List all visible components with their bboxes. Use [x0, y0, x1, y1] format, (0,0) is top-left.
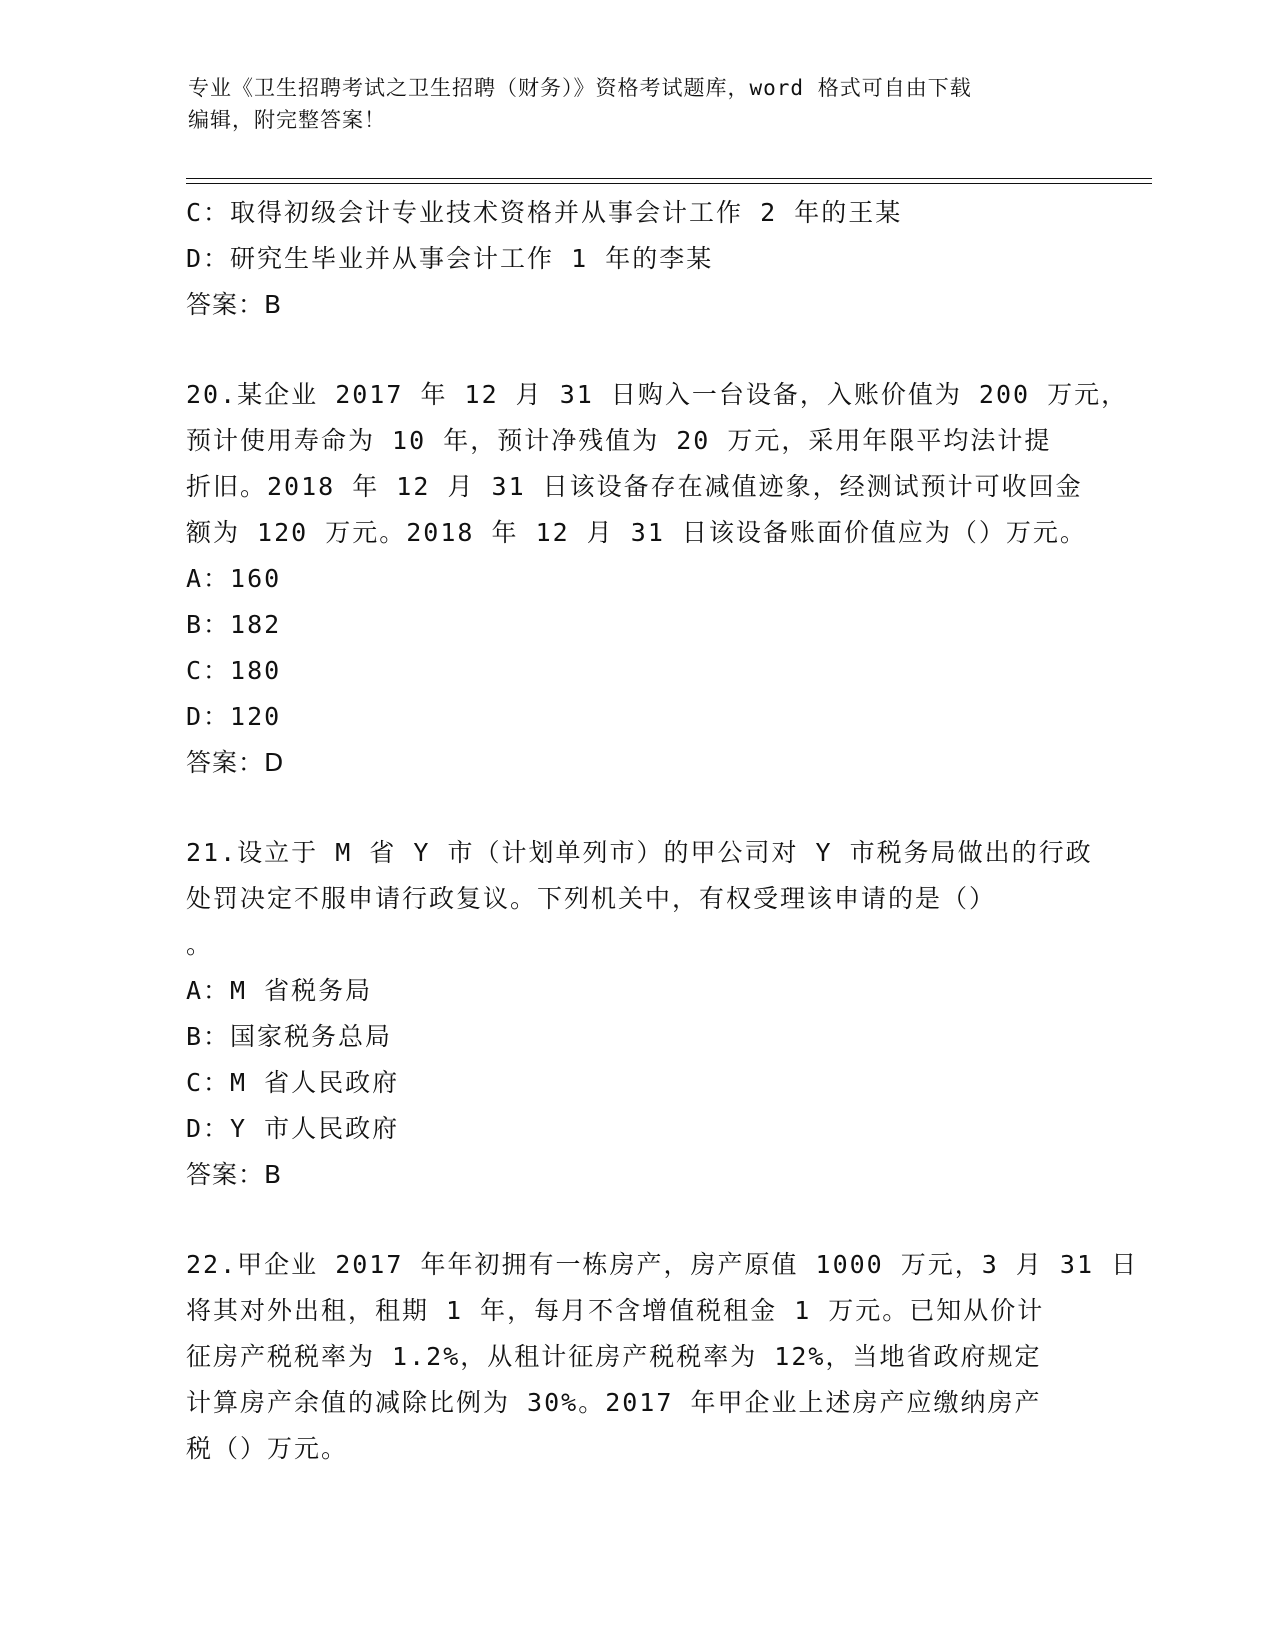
question-line: 处罚决定不服申请行政复议。下列机关中，有权受理该申请的是（） — [186, 884, 997, 913]
option-a: A：160 — [186, 564, 282, 593]
question-line: 折旧。2018 年 12 月 31 日该设备存在减值迹象，经测试预计可收回金 — [186, 472, 1083, 501]
header-rule-bottom — [186, 183, 1152, 184]
document-body — [186, 190, 1139, 1472]
option-c: C：M 省人民政府 — [186, 1068, 400, 1097]
option-a: A：M 省税务局 — [186, 976, 373, 1005]
option-c: C：取得初级会计专业技术资格并从事会计工作 2 年的王某 — [186, 198, 903, 227]
header-rule-top — [186, 178, 1152, 179]
previous-question-tail — [186, 190, 1086, 328]
header-line-2: 编辑，附完整答案！ — [188, 108, 386, 132]
option-c: C：180 — [186, 656, 282, 685]
question-22 — [186, 1242, 1139, 1472]
question-line: 将其对外出租，租期 1 年，每月不含增值税租金 1 万元。已知从价计 — [186, 1296, 1045, 1325]
option-d: D：120 — [186, 702, 282, 731]
answer-line: 答案：D — [186, 748, 285, 777]
option-b: B：国家税务总局 — [186, 1022, 393, 1051]
answer-line: 答案：B — [186, 290, 283, 319]
option-b: B：182 — [186, 610, 282, 639]
answer-line: 答案：B — [186, 1160, 283, 1189]
question-line: 。 — [186, 930, 214, 959]
question-line: 计算房产余值的减除比例为 30%。2017 年甲企业上述房产应缴纳房产 — [186, 1388, 1042, 1417]
header-line-1: 专业《卫生招聘考试之卫生招聘（财务）》资格考试题库，word 格式可自由下载 — [188, 76, 972, 100]
option-d: D：研究生毕业并从事会计工作 1 年的李某 — [186, 244, 714, 273]
question-line: 20.某企业 2017 年 12 月 31 日购入一台设备，入账价值为 200 万元， — [186, 380, 1129, 409]
question-text — [186, 372, 1129, 556]
question-21 — [186, 830, 1093, 1198]
question-20 — [186, 372, 1129, 786]
document-header — [188, 72, 1088, 136]
question-text — [186, 830, 1093, 968]
question-line: 征房产税税率为 1.2%，从租计征房产税税率为 12%，当地省政府规定 — [186, 1342, 1042, 1371]
question-line: 额为 120 万元。2018 年 12 月 31 日该设备账面价值应为（）万元。 — [186, 518, 1087, 547]
question-line: 税（）万元。 — [186, 1434, 349, 1463]
option-d: D：Y 市人民政府 — [186, 1114, 400, 1143]
question-text — [186, 1242, 1139, 1472]
question-line: 21.设立于 M 省 Y 市（计划单列市）的甲公司对 Y 市税务局做出的行政 — [186, 838, 1093, 867]
question-line: 22.甲企业 2017 年年初拥有一栋房产，房产原值 1000 万元，3 月 31 日 — [186, 1250, 1139, 1279]
question-line: 预计使用寿命为 10 年，预计净残值为 20 万元，采用年限平均法计提 — [186, 426, 1052, 455]
